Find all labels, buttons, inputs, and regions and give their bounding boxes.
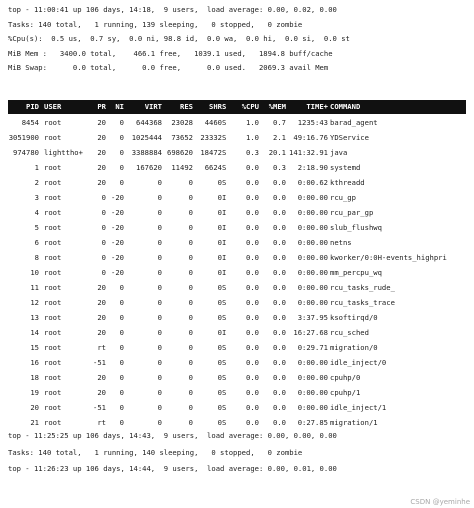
cell-command: systemd [330,163,361,172]
cell-s: I [222,238,227,247]
cell-time: 0:00.00 [297,388,328,397]
cell-s: S [222,313,227,322]
cell-cpu: 0.0 [246,418,259,427]
cell-time: 0:27.85 [297,418,328,427]
cell-res: 73652 [171,133,193,142]
cell-pr: 0 [101,208,106,217]
cell-user: root [44,283,62,292]
cell-pr: 20 [97,163,106,172]
cell-cpu: 0.0 [246,178,259,187]
table-row [8,177,466,189]
cell-ni: -20 [111,253,124,262]
cell-command: slub_flushwq [330,223,382,232]
cell-res: 0 [188,328,193,337]
cell-s: S [222,373,227,382]
cell-virt: 0 [157,358,162,367]
cell-user: root [44,268,62,277]
cell-shr: 6624 [204,163,222,172]
cell-pid: 16 [30,358,39,367]
cell-s: S [222,163,227,172]
cell-user: root [44,373,62,382]
cell-pr: -51 [93,403,106,412]
cell-user: root [44,163,62,172]
cell-user: root [44,418,62,427]
cell-ni: 0 [119,343,124,352]
cell-res: 0 [188,298,193,307]
cell-mem: 0.0 [273,328,286,337]
table-row [8,282,466,294]
cell-pid: 974780 [13,148,39,157]
table-row [8,252,466,264]
cell-virt: 0 [157,208,162,217]
cell-res: 0 [188,343,193,352]
table-row [8,357,466,369]
cell-virt: 0 [157,388,162,397]
cell-cpu: 0.0 [246,283,259,292]
cell-cpu: 0.0 [246,193,259,202]
column-header-pr: PR [97,102,106,111]
cell-pid: 6 [34,238,39,247]
cell-virt: 167620 [136,163,162,172]
cell-shr: 0 [217,418,222,427]
cell-ni: 0 [119,118,124,127]
cell-pr: 20 [97,118,106,127]
cell-mem: 0.0 [273,403,286,412]
cell-command: YDService [330,133,369,142]
cell-s: S [222,283,227,292]
cell-cpu: 0.0 [246,298,259,307]
cell-time: 16:27.68 [293,328,328,337]
cell-command: migration/1 [330,418,378,427]
cell-ni: 0 [119,133,124,142]
cell-res: 0 [188,388,193,397]
column-header-virt: VIRT [144,102,162,111]
column-header-s: S [222,102,227,111]
cell-ni: -20 [111,223,124,232]
cell-shr: 0 [217,193,222,202]
table-row [8,237,466,249]
cell-time: 0:00.00 [297,373,328,382]
cell-time: 0:00.00 [297,208,328,217]
cell-s: S [222,148,227,157]
cell-shr: 0 [217,208,222,217]
cell-res: 0 [188,418,193,427]
cell-user: root [44,133,62,142]
table-row [8,297,466,309]
cell-command: rcu_gp [330,193,356,202]
cell-command: barad_agent [330,118,378,127]
cell-command: java [330,148,348,157]
cell-s: S [222,418,227,427]
cell-pr: rt [97,343,106,352]
cell-cpu: 0.0 [246,313,259,322]
cell-command: ksoftirqd/0 [330,313,378,322]
cell-pr: 20 [97,313,106,322]
cell-command: migration/0 [330,343,378,352]
cell-res: 698620 [167,148,193,157]
cell-cpu: 0.0 [246,343,259,352]
cell-pr: -51 [93,358,106,367]
cell-shr: 0 [217,283,222,292]
cell-ni: 0 [119,418,124,427]
cell-pid: 19 [30,388,39,397]
cell-command: mm_percpu_wq [330,268,382,277]
cell-shr: 0 [217,268,222,277]
cell-user: root [44,388,62,397]
cell-pid: 20 [30,403,39,412]
cell-cpu: 1.0 [246,118,259,127]
cell-virt: 0 [157,418,162,427]
swap-line: MiB Swap: 0.0 total, 0.0 free, 0.0 used. 2069.3 avail Mem [8,63,329,73]
cell-res: 0 [188,253,193,262]
process-table-header [8,100,466,114]
cell-command: cpuhp/1 [330,388,361,397]
cell-pid: 4 [34,208,39,217]
cell-pr: rt [97,418,106,427]
cell-mem: 0.0 [273,283,286,292]
cell-ni: 0 [119,388,124,397]
cell-shr: 0 [217,238,222,247]
cell-virt: 0 [157,313,162,322]
cell-virt: 0 [157,403,162,412]
table-row [8,147,466,159]
cell-mem: 0.0 [273,268,286,277]
cell-res: 0 [188,403,193,412]
cell-s: S [222,403,227,412]
cell-pr: 20 [97,148,106,157]
cell-cpu: 0.3 [246,148,259,157]
cell-pid: 5 [34,223,39,232]
cell-res: 0 [188,238,193,247]
cell-mem: 20.1 [268,148,286,157]
cell-user: root [44,193,62,202]
column-header-res: RES [180,102,193,111]
column-header-time: TIME+ [306,102,328,111]
cell-user: root [44,403,62,412]
table-row [8,387,466,399]
column-header-cpu: %CPU [241,102,259,111]
cell-time: 0:00.00 [297,298,328,307]
cell-time: 0:00.00 [297,253,328,262]
cell-shr: 0 [217,328,222,337]
cell-cpu: 0.0 [246,268,259,277]
cell-pid: 12 [30,298,39,307]
cell-pid: 14 [30,328,39,337]
cell-res: 0 [188,313,193,322]
cell-pid: 11 [30,283,39,292]
cell-shr: 4460 [204,118,222,127]
table-row [8,192,466,204]
cell-ni: 0 [119,403,124,412]
cell-command: kthreadd [330,178,365,187]
cell-pr: 0 [101,253,106,262]
cell-time: 0:00.00 [297,193,328,202]
cell-time: 0:00.00 [297,268,328,277]
cell-res: 0 [188,208,193,217]
cell-user: root [44,358,62,367]
cell-time: 2:18.90 [297,163,328,172]
cell-s: I [222,223,227,232]
cell-s: I [222,208,227,217]
cell-pid: 2 [34,178,39,187]
column-header-user: USER [44,102,62,111]
cell-pid: 3 [34,193,39,202]
cell-virt: 644368 [136,118,162,127]
cell-shr: 0 [217,313,222,322]
cell-ni: 0 [119,373,124,382]
cell-command: idle_inject/0 [330,358,387,367]
cell-pid: 15 [30,343,39,352]
column-header-command: COMMAND [330,102,361,111]
footer-tasks-line: Tasks: 140 total, 1 running, 140 sleeping, 0 stopped, 0 zombie [8,447,303,457]
cell-time: 0:00.00 [297,403,328,412]
cell-s: S [222,388,227,397]
watermark: CSDN @yeminhe [410,498,470,506]
cell-shr: 0 [217,223,222,232]
cell-virt: 1025444 [131,133,162,142]
cell-s: I [222,253,227,262]
cell-time: 0:00.00 [297,238,328,247]
cell-virt: 0 [157,223,162,232]
cell-res: 0 [188,358,193,367]
cell-shr: 0 [217,373,222,382]
cell-virt: 0 [157,328,162,337]
cell-s: S [222,118,227,127]
cell-virt: 0 [157,268,162,277]
cell-res: 23028 [171,118,193,127]
cell-mem: 0.0 [273,193,286,202]
cell-ni: -20 [111,238,124,247]
cell-mem: 0.7 [273,118,286,127]
cell-command: kworker/0:0H-events_highpri [330,253,447,262]
cell-command: cpuhp/0 [330,373,361,382]
table-row [8,402,466,414]
cell-mem: 0.3 [273,163,286,172]
cell-pid: 1 [34,163,39,172]
cell-ni: 0 [119,163,124,172]
cell-virt: 0 [157,178,162,187]
uptime-line: top - 11:00:41 up 106 days, 14:18, 9 users, load average: 0.00, 0.02, 0.00 [8,5,337,14]
table-row [8,132,466,144]
cell-cpu: 0.0 [246,163,259,172]
cell-ni: 0 [119,298,124,307]
cell-pid: 3051900 [8,133,39,142]
cell-mem: 0.0 [273,298,286,307]
cell-shr: 0 [217,358,222,367]
cell-command: netns [330,238,352,247]
cell-pr: 20 [97,298,106,307]
cell-cpu: 0.0 [246,223,259,232]
cell-mem: 0.0 [273,343,286,352]
cell-ni: -20 [111,268,124,277]
cell-pr: 20 [97,328,106,337]
mem-line: MiB Mem : 3400.0 total, 466.1 free, 1039.1 used, 1894.8 buff/cache [8,48,333,58]
cell-time: 0:29.71 [297,343,328,352]
cell-shr: 0 [217,178,222,187]
table-row [8,117,466,129]
cell-time: 141:32.91 [289,148,328,157]
cell-s: S [222,343,227,352]
cell-cpu: 0.0 [246,373,259,382]
column-header-ni: NI [115,102,124,111]
tasks-line: Tasks: 140 total, 1 running, 139 sleeping, 0 stopped, 0 zombie [8,19,303,29]
cell-pr: 0 [101,193,106,202]
cell-res: 0 [188,283,193,292]
cell-res: 0 [188,193,193,202]
cell-cpu: 0.0 [246,328,259,337]
cell-virt: 0 [157,283,162,292]
column-header-pid: PID [26,102,39,111]
cell-user: root [44,238,62,247]
cell-cpu: 0.0 [246,208,259,217]
footer-uptime-line-2: top - 11:26:23 up 106 days, 14:44, 9 users, load average: 0.00, 0.01, 0.00 [8,464,337,473]
cell-user: root [44,253,62,262]
cell-mem: 0.0 [273,313,286,322]
table-row [8,207,466,219]
table-row [8,222,466,234]
cell-s: S [222,133,227,142]
cell-user: lighttho+ [44,148,83,157]
cell-s: S [222,178,227,187]
cell-mem: 0.0 [273,388,286,397]
cell-user: root [44,328,62,337]
cell-pr: 20 [97,283,106,292]
cell-time: 1235:43 [297,118,328,127]
cell-pid: 8 [34,253,39,262]
cell-user: root [44,178,62,187]
column-header-mem: %MEM [268,102,286,111]
cell-cpu: 0.0 [246,403,259,412]
cell-cpu: 0.0 [246,238,259,247]
column-header-shr: SHR [209,102,222,111]
cell-mem: 0.0 [273,238,286,247]
footer-uptime-line: top - 11:25:25 up 106 days, 14:43, 9 users, load average: 0.00, 0.00, 0.00 [8,431,337,440]
cell-cpu: 0.0 [246,388,259,397]
cell-cpu: 0.0 [246,253,259,262]
cell-command: rcu_tasks_rude_ [330,283,395,292]
cell-res: 0 [188,178,193,187]
cell-command: idle_inject/1 [330,403,387,412]
table-row [8,417,466,429]
cell-pid: 8454 [21,118,39,127]
cell-mem: 0.0 [273,178,286,187]
cell-mem: 0.0 [273,358,286,367]
cell-pr: 20 [97,178,106,187]
table-row [8,312,466,324]
cell-user: root [44,118,62,127]
cell-user: root [44,313,62,322]
cell-pid: 10 [30,268,39,277]
cell-ni: 0 [119,178,124,187]
cell-command: rcu_par_gp [330,208,374,217]
cell-shr: 0 [217,388,222,397]
table-row [8,267,466,279]
cell-res: 11492 [171,163,193,172]
cell-user: root [44,298,62,307]
cell-shr: 18472 [200,148,222,157]
cell-shr: 0 [217,343,222,352]
cell-ni: -20 [111,208,124,217]
cell-mem: 2.1 [273,133,286,142]
cell-mem: 0.0 [273,373,286,382]
cell-time: 3:37.95 [297,313,328,322]
cell-ni: -20 [111,193,124,202]
cell-cpu: 0.0 [246,358,259,367]
cell-pid: 21 [30,418,39,427]
cpu-line: %Cpu(s): 0.5 us, 0.7 sy, 0.0 ni, 98.8 id, 0.0 wa, 0.0 hi, 0.0 si, 0.0 st [8,34,350,44]
cell-ni: 0 [119,283,124,292]
cell-virt: 0 [157,193,162,202]
cell-virt: 0 [157,343,162,352]
cell-user: root [44,223,62,232]
cell-pr: 0 [101,268,106,277]
cell-ni: 0 [119,313,124,322]
cell-res: 0 [188,268,193,277]
table-row [8,342,466,354]
cell-cpu: 1.0 [246,133,259,142]
cell-virt: 0 [157,298,162,307]
cell-virt: 3388884 [131,148,162,157]
cell-s: S [222,298,227,307]
cell-pid: 13 [30,313,39,322]
cell-mem: 0.0 [273,208,286,217]
cell-pr: 20 [97,133,106,142]
cell-command: rcu_tasks_trace [330,298,395,307]
cell-pr: 0 [101,223,106,232]
cell-pr: 0 [101,238,106,247]
cell-time: 0:00.00 [297,283,328,292]
cell-s: I [222,193,227,202]
cell-shr: 0 [217,403,222,412]
table-row [8,327,466,339]
cell-command: rcu_sched [330,328,369,337]
cell-pr: 20 [97,373,106,382]
cell-virt: 0 [157,253,162,262]
table-row [8,162,466,174]
cell-ni: 0 [119,148,124,157]
cell-s: S [222,358,227,367]
cell-ni: 0 [119,328,124,337]
cell-shr: 0 [217,298,222,307]
cell-s: I [222,328,227,337]
cell-shr: 23332 [200,133,222,142]
cell-s: I [222,268,227,277]
cell-time: 0:00.00 [297,223,328,232]
cell-pid: 18 [30,373,39,382]
cell-time: 0:00.62 [297,178,328,187]
cell-shr: 0 [217,253,222,262]
cell-mem: 0.0 [273,223,286,232]
cell-user: root [44,343,62,352]
cell-pr: 20 [97,388,106,397]
cell-ni: 0 [119,358,124,367]
cell-time: 0:00.00 [297,358,328,367]
cell-mem: 0.0 [273,253,286,262]
cell-mem: 0.0 [273,418,286,427]
cell-res: 0 [188,373,193,382]
cell-virt: 0 [157,238,162,247]
cell-user: root [44,208,62,217]
cell-time: 49:16.76 [293,133,328,142]
table-row [8,372,466,384]
cell-res: 0 [188,223,193,232]
cell-virt: 0 [157,373,162,382]
